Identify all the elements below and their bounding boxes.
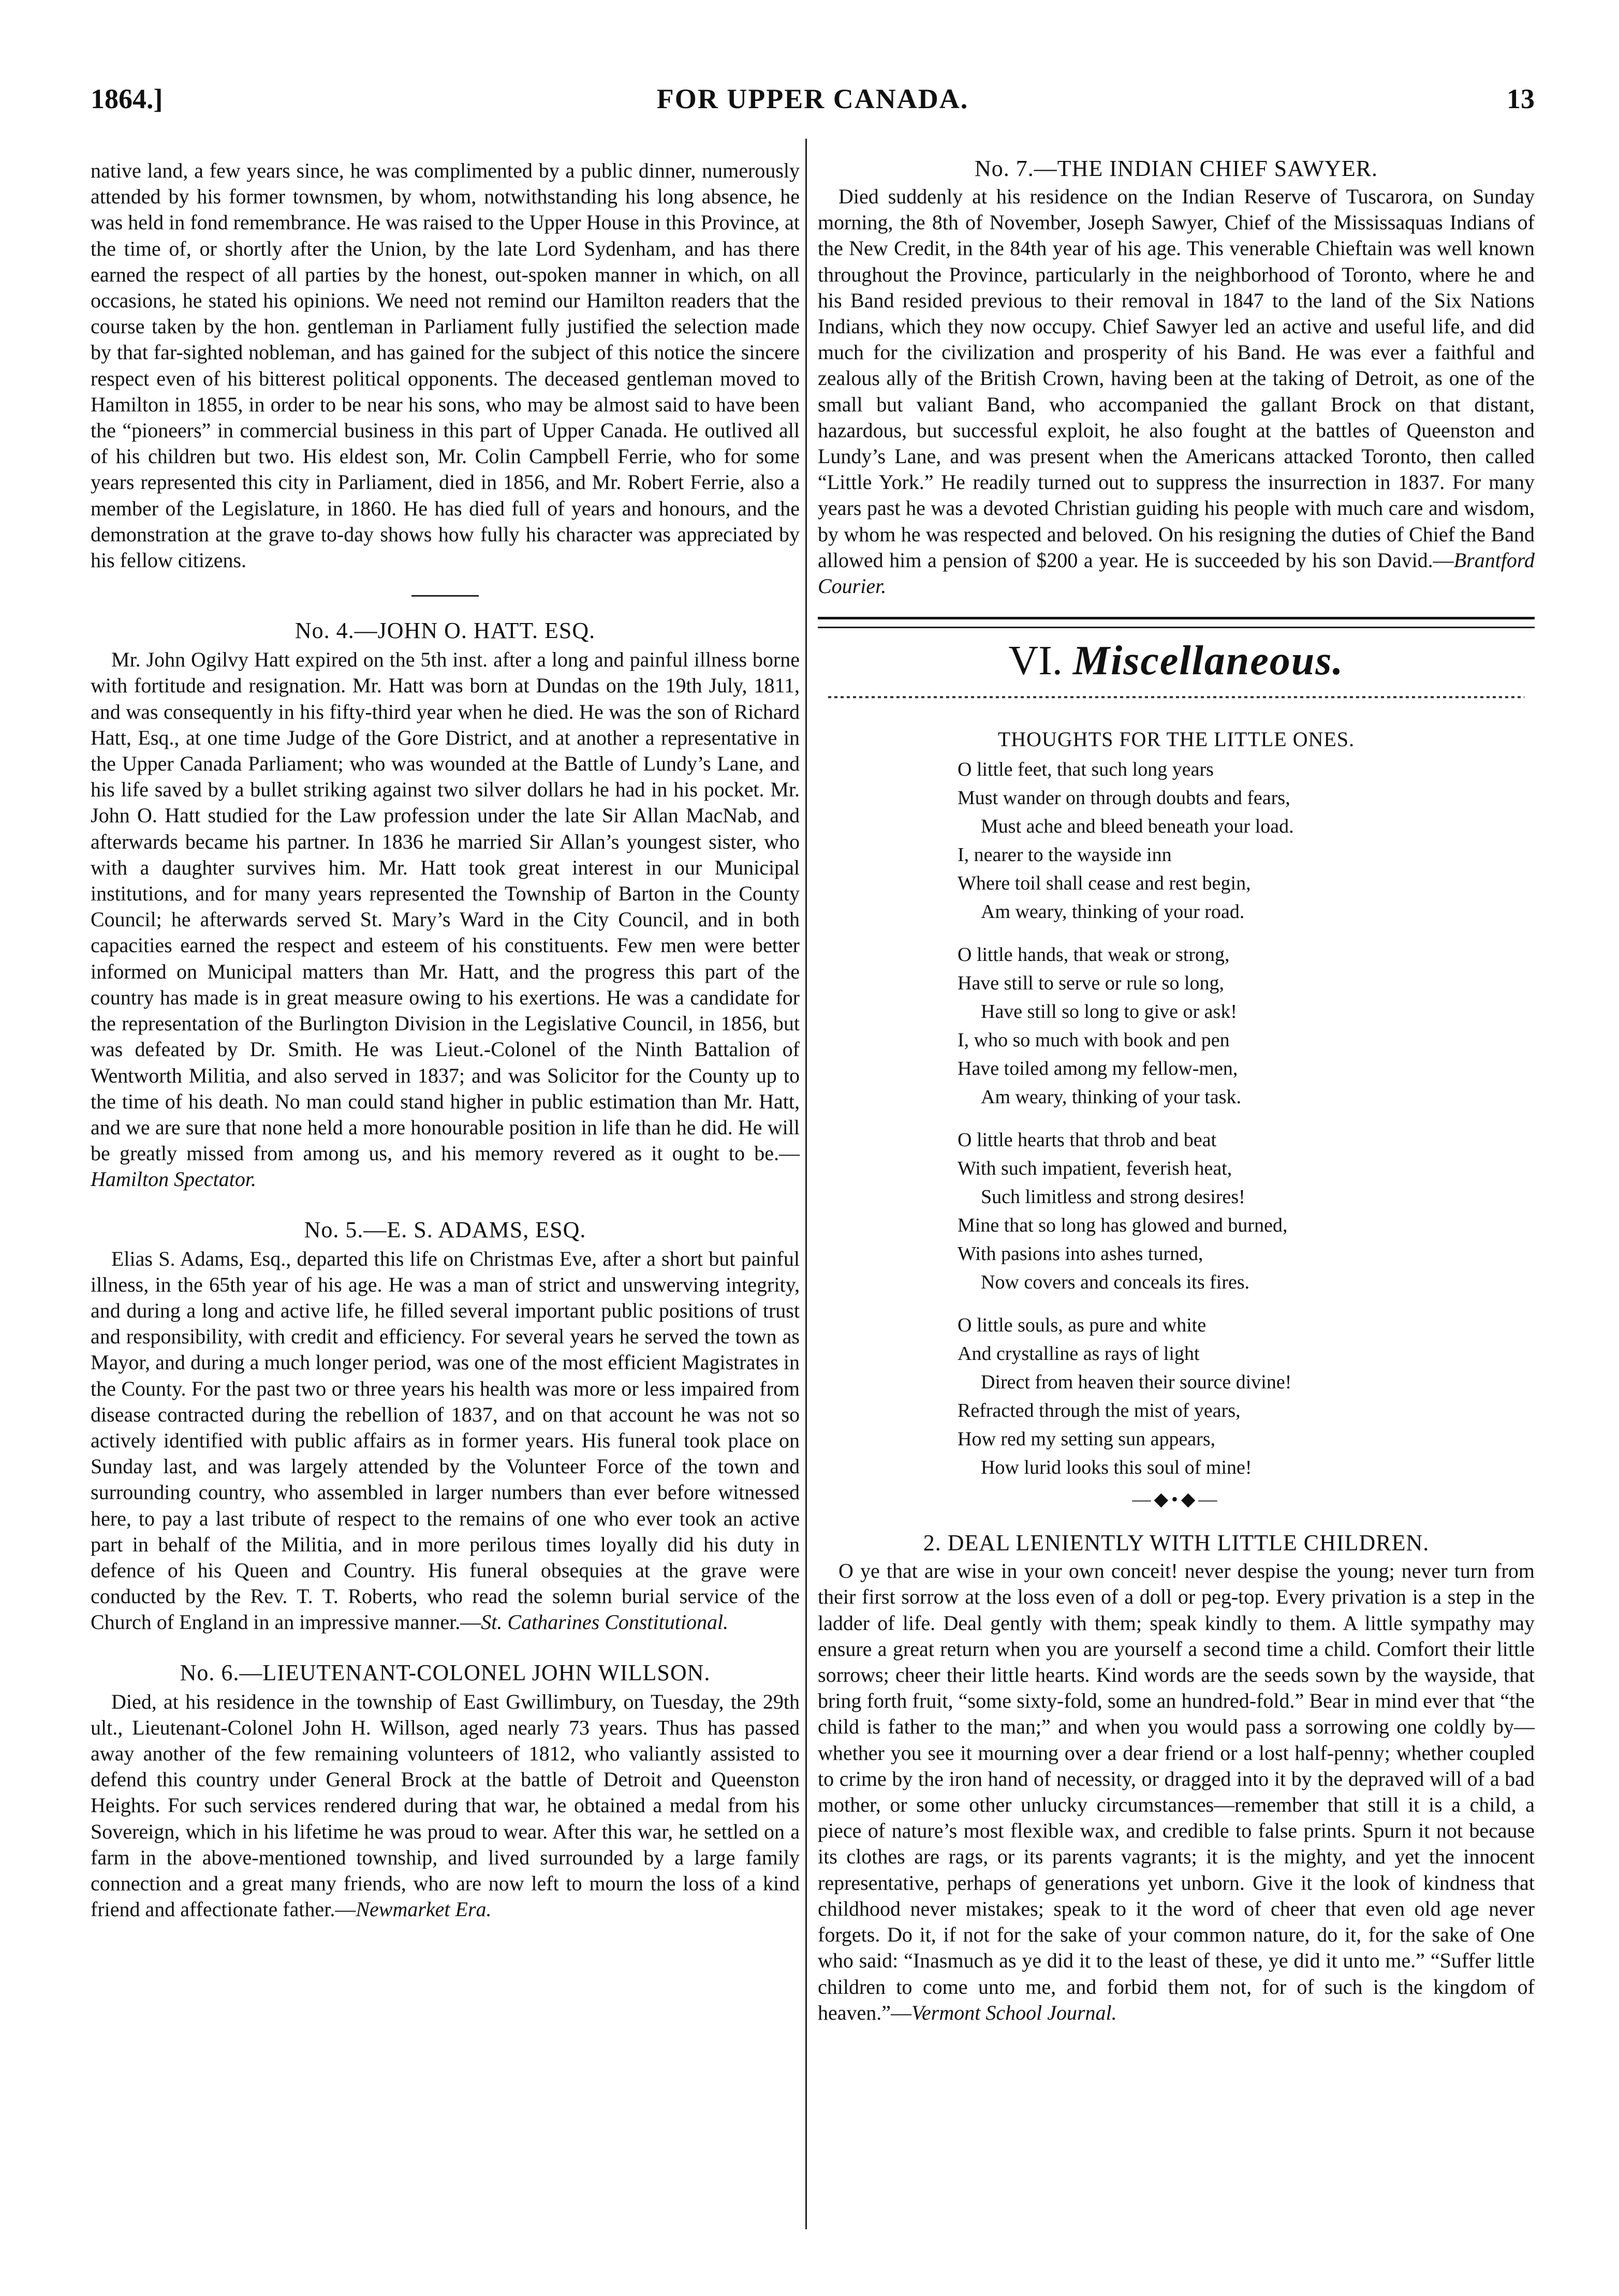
- short-rule: [411, 595, 479, 597]
- poem-line: Have still so long to give or ask!: [981, 1001, 1237, 1023]
- poem-title: THOUGHTS FOR THE LITTLE ONES.: [997, 728, 1355, 751]
- poem-line: Am weary, thinking of your task.: [981, 1086, 1242, 1108]
- left-column: [91, 142, 800, 1922]
- poem-line: I, nearer to the wayside inn: [958, 844, 1172, 866]
- poem-line: Have still to serve or rule so long,: [958, 972, 1225, 995]
- header-year: 1864.]: [91, 83, 163, 114]
- source-vermont-school-journal: Vermont School Journal.: [911, 2001, 1117, 2024]
- poem-line: Am weary, thinking of your road.: [981, 901, 1245, 923]
- obituary-heading-adams: No. 5.—E. S. ADAMS, ESQ.: [304, 1217, 586, 1242]
- poem-stanza-1: [958, 756, 1535, 926]
- section-name: Miscellaneous.: [1072, 638, 1344, 684]
- source-hamilton-spectator: Hamilton Spectator.: [91, 1167, 256, 1191]
- poem-line: Now covers and conceals its fires.: [981, 1271, 1250, 1294]
- poem-line: Must wander on through doubts and fears,: [958, 787, 1290, 809]
- poem-line: How lurid looks this soul of mine!: [981, 1457, 1252, 1479]
- poem-line: Have toiled among my fellow-men,: [958, 1058, 1238, 1080]
- obituary-heading-sawyer: No. 7.—THE INDIAN CHIEF SAWYER.: [974, 156, 1378, 181]
- running-header: [91, 83, 1535, 124]
- poem-line: And crystalline as rays of light: [958, 1343, 1200, 1365]
- poem-line: Must ache and bleed beneath your load.: [981, 816, 1294, 838]
- poem-stanza-4: [958, 1311, 1535, 1482]
- article-heading: 2. DEAL LENIENTLY WITH LITTLE CHILDREN.: [923, 1530, 1430, 1556]
- section-double-rule: [818, 617, 1535, 628]
- poem-line: Direct from heaven their source divine!: [981, 1371, 1292, 1394]
- poem-line: With such impatient, feverish heat,: [958, 1158, 1232, 1180]
- wavy-rule: [828, 696, 1524, 701]
- ornament-divider: —◆•◆—: [1132, 1489, 1220, 1510]
- poem-line: Refracted through the mist of years,: [958, 1400, 1241, 1422]
- poem-line: O little souls, as pure and white: [958, 1314, 1206, 1337]
- obituary-text-willson: Died, at his residence in the township of East Gwillimbury, on Tuesday, the 29th ult., Lieutenant-Colonel John H. Willson, aged nearly 73 years. Thus has passed away another of the few remaining volunteers of 1812, who valiantly assisted to defend this country under General Brock at the battle of Detroit and Queenston Heights. For such services rendered during that war, he obtained a medal from his Sovereign, which in his lifetime he was proud to wear. After this war, he settled on a farm in the above-mentioned township, and lived surrounded by a large family connection and a great many friends, who are now left to mourn the loss of a kind friend and affectionate father.—Newmarket Era.: [91, 1690, 800, 1921]
- source-newmarket-era: Newmarket Era.: [356, 1898, 492, 1921]
- header-title: FOR UPPER CANADA.: [656, 83, 969, 114]
- source-brantford-courier: Brantford Courier.: [818, 548, 1535, 598]
- poem-line: O little hands, that weak or strong,: [958, 944, 1230, 966]
- poem-stanza-2: [958, 941, 1535, 1112]
- column-divider: [805, 139, 807, 2229]
- right-column: [818, 142, 1535, 2026]
- poem-line: O little feet, that such long years: [958, 759, 1214, 781]
- continued-obituary-text: native land, a few years since, he was complimented by a public dinner, numerously attended by his former townsmen, by whom, notwithstanding his long absence, he was held in fond remembrance. He was raised to the Upper House in this Province, at the time of, or shortly after the Union, by the late Lord Sydenham, and has there earned the respect of all parties by the honest, out-spoken manner in which, on all occasions, he stated his opinions. We need not remind our Hamilton readers that the course taken by the hon. gentleman in Parliament fully justified the selection made by that far-sighted nobleman, and has gained for the subject of this notice the sincere respect even of his bitterest political opponents. The deceased gentleman moved to Hamilton in 1855, in order to be near his sons, who may be almost said to have been the “pioneers” in commercial business in this part of Upper Canada. He outlived all of his children but two. His eldest son, Mr. Colin Campbell Ferrie, who for some years represented this city in Parliament, died in 1856, and Mr. Robert Ferrie, also a member of the Legislature, in 1860. He has died full of years and honours, and the demonstration at the grave to-day shows how fully his character was appreciated by his fellow citizens.: [91, 159, 800, 572]
- section-number: VI.: [1008, 638, 1063, 684]
- obituary-text-adams: Elias S. Adams, Esq., departed this life on Christmas Eve, after a short but painful illness, in the 65th year of his age. He was a man of strict and unswerving integrity, and during a long and active life, he filled several important public positions of trust and responsibility, with credit and efficiency. For several years he served the town as Mayor, and during a much longer period, was one of the most efficient Magistrates in the County. For the past two or three years his health was more or less impaired from disease contracted during the rebellion of 1837, and on that account he was not so actively identified with public affairs as in former years. His funeral took place on Sunday last, and was largely attended by the Volunteer Force of the town and surrounding country, who assembled in larger numbers than ever before witnessed here, to pay a last tribute of respect to the remains of one who ever took an active part in behalf of the Militia, and in more perilous times loyally did his duty in defence of his Queen and Country. His funeral obsequies at the grave were conducted by the Rev. T. T. Roberts, who read the solemn burial service of the Church of England in an impressive manner.—St. Catharines Constitutional.: [91, 1247, 800, 1634]
- section-title: [818, 638, 1535, 685]
- poem-line: Where toil shall cease and rest begin,: [958, 872, 1251, 895]
- poem-stanza-3: [958, 1126, 1535, 1297]
- poem-line: With pasions into ashes turned,: [958, 1243, 1203, 1265]
- poem-line: I, who so much with book and pen: [958, 1029, 1230, 1051]
- poem-line: How red my setting sun appears,: [958, 1428, 1216, 1450]
- source-st-catharines-constitutional: St. Catharines Constitutional.: [481, 1610, 729, 1634]
- header-page-number: 13: [1507, 83, 1535, 114]
- obituary-text-hatt: Mr. John Ogilvy Hatt expired on the 5th inst. after a long and painful illness borne with fortitude and resignation. Mr. Hatt was born at Dundas on the 19th July, 1811, and was consequently in his fifty-third year when he died. He was the son of Richard Hatt, Esq., at one time Judge of the Gore District, and at another a representative in the Upper Canada Parliament; who was wounded at the Battle of Lundy’s Lane, and his life saved by a bullet striking against two silver dollars he had in his pocket. Mr. John O. Hatt studied for the Law profession under the late Sir Allan MacNab, and afterwards became his partner. In 1836 he married Sir Allan’s youngest sister, who with a daughter survives him. Mr. Hatt took great interest in our Municipal institutions, and for many years represented the Township of Barton in the County Council; he afterwards served St. Mary’s Ward in the City Council, and in both capacities earned the respect and esteem of his constituents. Few men were better informed on Municipal matters than Mr. Hatt, and the progress this part of the country has made is in great measure owing to his exertions. He was a candidate for the representation of the Burlington Division in the Legislative Council, in 1856, but was defeated by Dr. Smith. He was Lieut.-Colonel of the Ninth Battalion of Wentworth Militia, and also served in 1837; and was Solicitor for the County up to the time of his death. No man could stand higher in public estimation than Mr. Hatt, and we are sure that none held a more honourable position in life than he did. He will be greatly missed from among us, and his memory revered as it ought to be.—Hamilton Spectator.: [91, 648, 800, 1191]
- article-text: O ye that are wise in your own conceit! never despise the young; never turn from their first sorrow at the loss even of a doll or peg-top. Every privation is a step in the ladder of life. Deal gently with them; speak kindly to them. A little sympathy may ensure a great return when you are yourself a second time a child. Comfort their little sorrows; cheer their little hearts. Kind words are the seeds sown by the wayside, that bring forth fruit, “some sixty-fold, some an hundred-fold.” Bear in mind ever that “the child is father to the man;” and when you would pass a sorrowing one coldly by—whether you see it mourning over a dear friend or a lost half-penny; whether coupled to crime by the iron hand of necessity, or dragged into it by the depraved will of a bad mother, or some other unlucky circumstances—remember that still it is a child, a piece of nature’s most flexible wax, and credible to false prints. Spurn it not because its clothes are rags, or its parents vagrants; it is the mighty, and yet the innocent representative, perhaps of generations yet unborn. Give it the look of kindness that childhood never mistakes; speak to it the word of cheer that even old age never forgets. Do it, if not for the sake of your common nature, do it, for the sake of One who said: “Inasmuch as ye did it to the least of these, ye did it unto me.” “Suffer little children to come unto me, and forbid them not, for of such is the kingdom of heaven.”—Vermont School Journal.: [818, 1559, 1535, 2024]
- poem-line: Such limitless and strong desires!: [981, 1186, 1245, 1208]
- poem-line: O little hearts that throb and beat: [958, 1129, 1217, 1151]
- poem-line: Mine that so long has glowed and burned,: [958, 1214, 1288, 1237]
- obituary-text-sawyer: Died suddenly at his residence on the Indian Reserve of Tuscarora, on Sunday morning, the 8th of November, Joseph Sawyer, Chief of the Mississaquas Indians of the New Credit, in the 84th year of his age. This venerable Chieftain was well known throughout the Province, particularly in the neighborhood of Toronto, where he and his Band resided previous to their removal in 1847 to the land of the Six Nations Indians, which they now occupy. Chief Sawyer led an active and useful life, and did much for the civilization and prosperity of his Band. He was ever a faithful and zealous ally of the British Crown, having been at the taking of Detroit, as one of the small but valiant Band, who accompanied the gallant Brock on that distant, hazardous, but successful exploit, he also fought at the battles of Queenston and Lundy’s Lane, and was present when the Americans attacked Toronto, then called “Little York.” He readily turned out to suppress the insurrection in 1837. For many years past he was a devoted Christian guiding his people with much care and wisdom, by whom he was respected and beloved. On his resigning the duties of Chief the Band allowed him a pension of $200 a year. He is succeeded by his son David.—Brantford Courier.: [818, 185, 1535, 598]
- obituary-heading-hatt: No. 4.—JOHN O. HATT. ESQ.: [295, 618, 596, 644]
- obituary-heading-willson: No. 6.—LIEUTENANT-COLONEL JOHN WILLSON.: [180, 1660, 711, 1685]
